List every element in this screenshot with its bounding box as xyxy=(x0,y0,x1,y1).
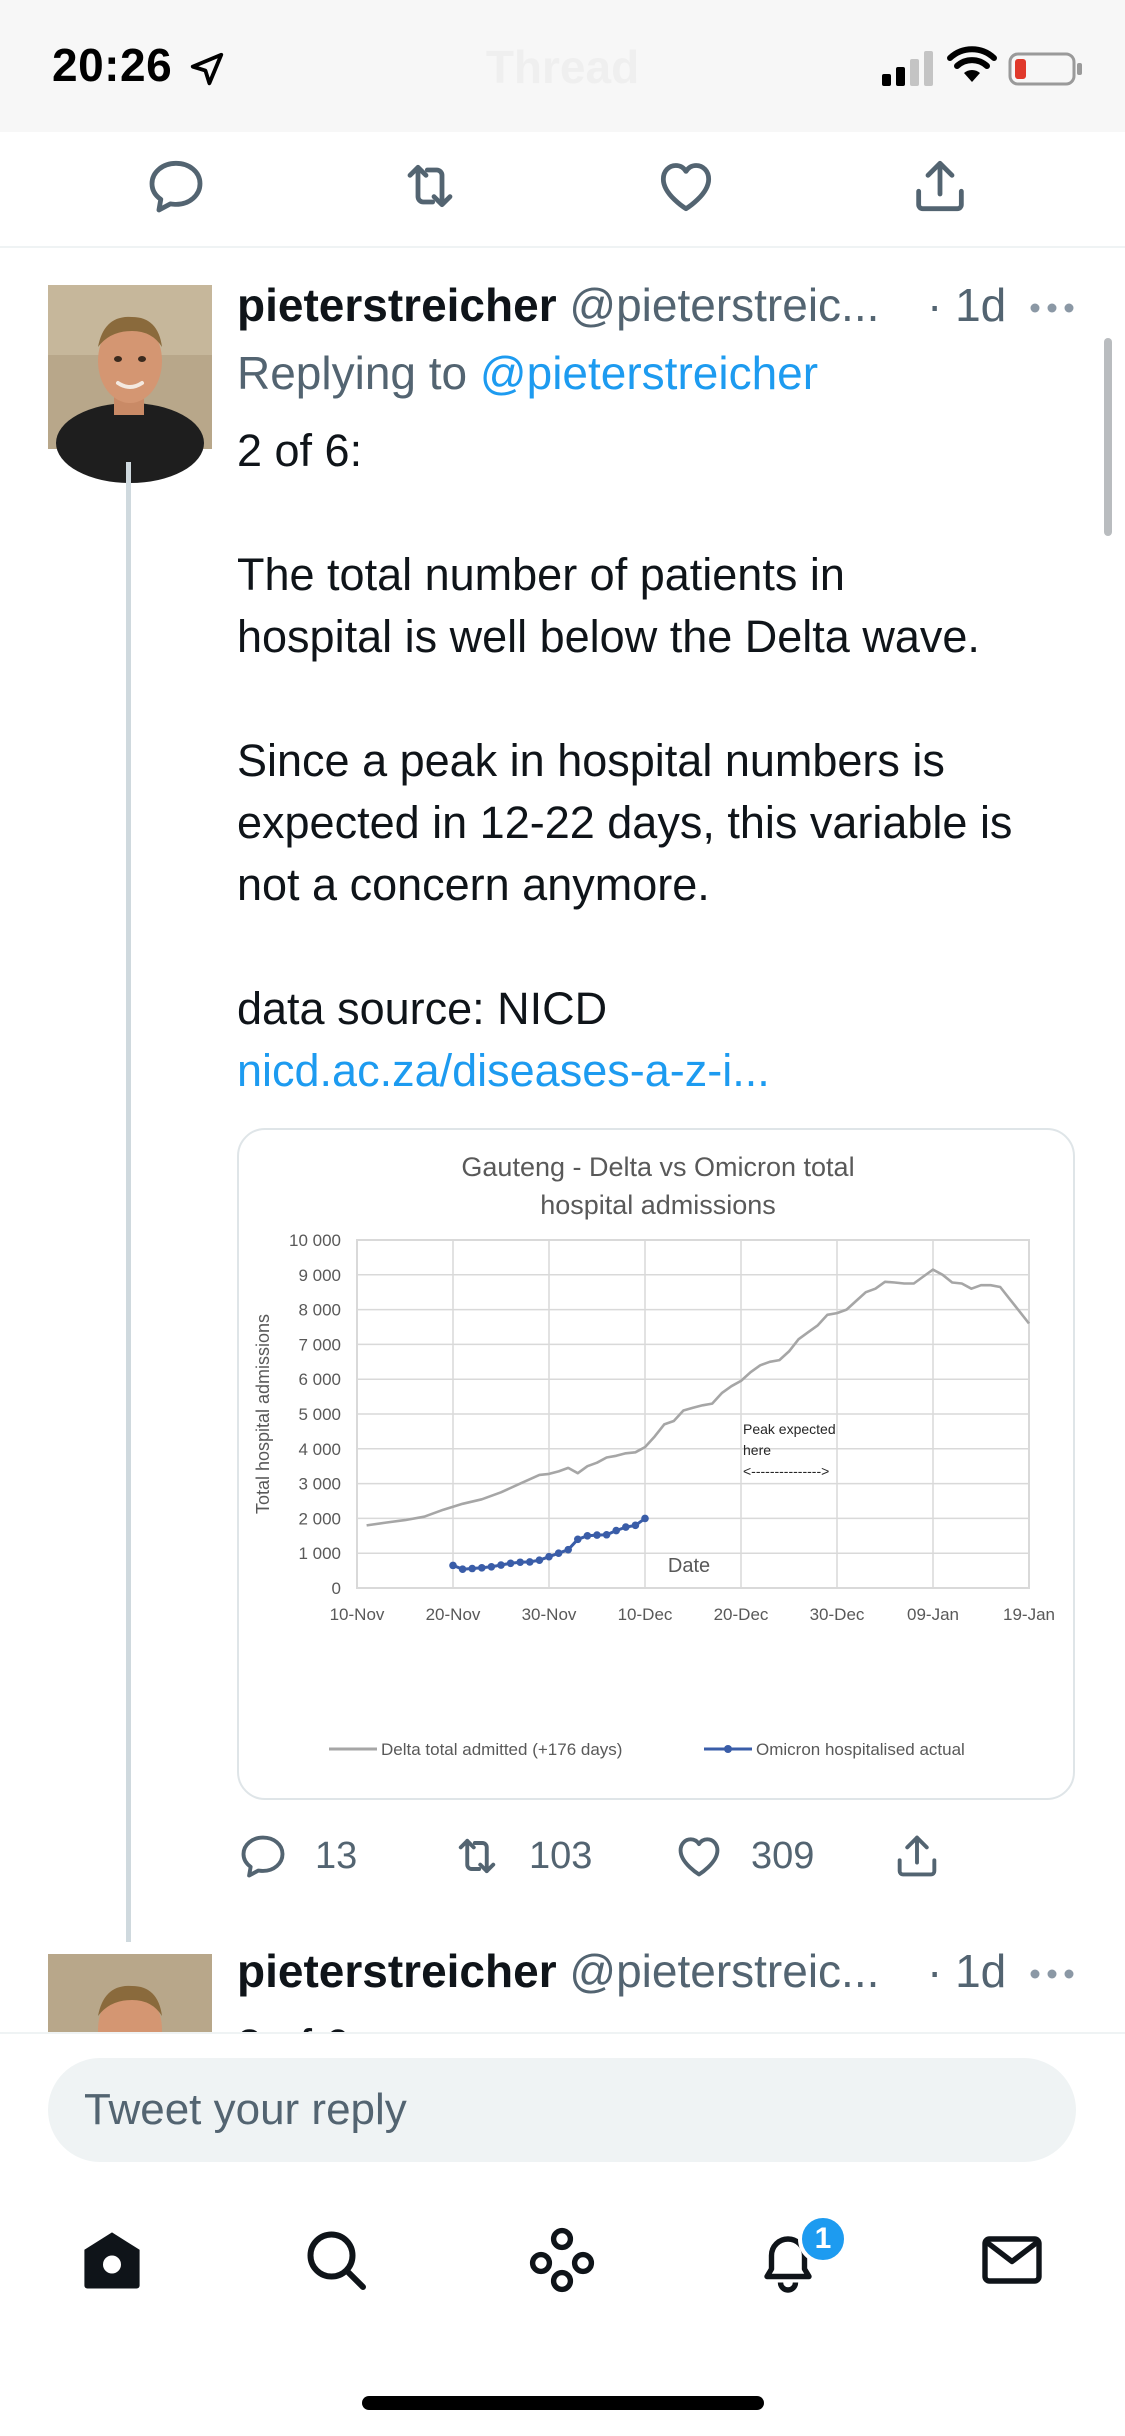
messages-envelope-icon[interactable] xyxy=(976,2224,1048,2296)
x-axis-label: Date xyxy=(667,1555,711,1577)
chart-annotation: Peak expected xyxy=(743,1421,836,1437)
tweet-line: 2 of 6: xyxy=(237,425,363,476)
y-tick-label: 9 000 xyxy=(298,1265,341,1285)
engagement-bar xyxy=(237,1826,1087,1886)
data-point xyxy=(632,1522,640,1530)
like-icon xyxy=(673,1830,725,1882)
share-icon[interactable] xyxy=(908,154,972,218)
handle[interactable]: @pieterstreic... xyxy=(569,1945,880,1997)
share-action[interactable] xyxy=(891,1826,943,1886)
more-options-icon[interactable] xyxy=(1029,1968,1075,1980)
status-bar xyxy=(0,0,1125,132)
battery-icon xyxy=(1008,52,1084,86)
legend-entry: Delta total admitted (+176 days) xyxy=(381,1740,623,1759)
search-icon[interactable] xyxy=(300,2224,372,2296)
status-time: 20:26 xyxy=(52,39,173,91)
reply-icon[interactable] xyxy=(144,154,208,218)
tweet-line: data source: NICD xyxy=(237,983,608,1034)
chart-title: Gauteng - Delta vs Omicron total xyxy=(461,1152,855,1182)
data-point xyxy=(603,1531,611,1539)
tweet-line: not a concern anymore. xyxy=(237,859,710,910)
retweet-icon[interactable] xyxy=(398,154,462,218)
reply-count: 13 xyxy=(315,1834,358,1877)
x-tick-label: 19-Jan xyxy=(1003,1605,1055,1624)
data-point xyxy=(593,1531,601,1539)
reply-composer-area xyxy=(0,2034,1125,2436)
data-point xyxy=(488,1563,496,1571)
location-arrow-icon xyxy=(188,50,226,88)
replying-mention-link[interactable]: @pieterstreicher xyxy=(479,347,819,399)
handle[interactable]: @pieterstreic... xyxy=(569,279,880,331)
tweet-time[interactable]: · 1d xyxy=(927,279,1007,331)
reply-action[interactable] xyxy=(237,1826,357,1886)
y-tick-label: 6 000 xyxy=(298,1370,341,1390)
thread-connector-line xyxy=(126,462,131,1942)
data-point xyxy=(536,1556,544,1564)
tweet-header xyxy=(237,278,1087,338)
legend-entry: Omicron hospitalised actual xyxy=(756,1740,965,1759)
data-point xyxy=(545,1553,553,1561)
like-icon[interactable] xyxy=(654,154,718,218)
data-point xyxy=(459,1565,467,1573)
like-action[interactable] xyxy=(673,1826,814,1886)
data-point xyxy=(507,1559,515,1567)
series-line-1 xyxy=(367,1270,1029,1526)
data-point xyxy=(449,1562,457,1570)
data-point xyxy=(584,1532,592,1540)
ghost-header-title: Thread xyxy=(485,41,640,93)
next-tweet[interactable] xyxy=(0,1940,1125,2032)
replying-label: Replying to xyxy=(237,347,480,399)
share-icon xyxy=(891,1830,943,1882)
tweet-line: The total number of patients in xyxy=(237,549,845,600)
avatar[interactable] xyxy=(48,285,212,449)
like-count: 309 xyxy=(751,1834,815,1877)
more-options-icon[interactable] xyxy=(1029,302,1075,314)
legend-marker xyxy=(724,1745,732,1753)
data-point xyxy=(478,1564,486,1572)
thread-top-actions xyxy=(0,132,1125,248)
home-indicator xyxy=(362,2396,764,2410)
data-point xyxy=(468,1565,476,1573)
tweet-line: Since a peak in hospital numbers is xyxy=(237,735,945,786)
cellular-signal-icon xyxy=(880,50,936,86)
x-tick-label: 20-Nov xyxy=(425,1605,481,1624)
notification-badge: 1 xyxy=(798,2214,848,2264)
x-tick-label: 20-Dec xyxy=(713,1605,769,1624)
x-tick-label: 30-Nov xyxy=(521,1605,577,1624)
y-tick-label: 7 000 xyxy=(298,1335,341,1355)
retweet-action[interactable] xyxy=(451,1826,592,1886)
data-point xyxy=(622,1523,630,1531)
wifi-icon xyxy=(948,46,996,86)
tweet-text xyxy=(237,420,1087,1102)
tweet-link[interactable]: nicd.ac.za/diseases-a-z-i... xyxy=(237,1045,770,1096)
y-tick-label: 10 000 xyxy=(289,1231,341,1250)
data-point xyxy=(516,1558,524,1566)
home-icon[interactable] xyxy=(76,2224,148,2296)
y-tick-label: 1 000 xyxy=(298,1544,341,1564)
retweet-icon xyxy=(451,1830,503,1882)
y-tick-label: 5 000 xyxy=(298,1405,341,1424)
data-point xyxy=(555,1549,563,1557)
y-tick-label: 2 000 xyxy=(298,1509,341,1529)
data-point xyxy=(574,1535,582,1543)
x-tick-label: 10-Dec xyxy=(617,1605,673,1624)
display-name[interactable]: pieterstreicher xyxy=(237,279,557,331)
scrollbar[interactable] xyxy=(1104,338,1112,536)
tweet-line: expected in 12-22 days, this variable is xyxy=(237,797,1013,848)
data-point xyxy=(612,1527,620,1535)
spaces-icon[interactable] xyxy=(526,2224,598,2296)
reply-input[interactable]: Tweet your reply xyxy=(48,2058,1076,2162)
chart-title-line-2: hospital admissions xyxy=(540,1190,776,1220)
x-tick-label: 30-Dec xyxy=(809,1605,865,1624)
data-point xyxy=(641,1515,649,1523)
data-point xyxy=(564,1546,572,1554)
tweet-line: hospital is well below the Delta wave. xyxy=(237,611,980,662)
y-tick-label: 8 000 xyxy=(298,1300,341,1320)
retweet-count: 103 xyxy=(529,1834,593,1877)
y-axis-label: Total hospital admissions xyxy=(253,1313,273,1515)
x-tick-label: 10-Nov xyxy=(329,1605,385,1624)
tweet-time[interactable]: · 1d xyxy=(927,1945,1007,1997)
x-tick-label: 09-Jan xyxy=(907,1605,959,1624)
display-name[interactable]: pieterstreicher xyxy=(237,1945,557,1997)
data-point xyxy=(526,1558,534,1566)
chart-svg xyxy=(239,1130,1077,1802)
y-tick-label: 0 xyxy=(331,1579,341,1598)
chart-annotation: <---------------> xyxy=(743,1463,830,1479)
avatar-photo xyxy=(48,285,212,449)
data-point xyxy=(497,1561,505,1569)
y-tick-label: 4 000 xyxy=(298,1439,341,1459)
battery-level xyxy=(1015,59,1026,79)
chart-annotation: here xyxy=(743,1442,772,1458)
reply-icon xyxy=(237,1830,289,1882)
replying-to xyxy=(237,346,818,400)
tweet-header xyxy=(237,1944,1087,1998)
tweet-media-chart[interactable] xyxy=(237,1128,1075,1800)
y-tick-label: 3 000 xyxy=(298,1474,341,1494)
